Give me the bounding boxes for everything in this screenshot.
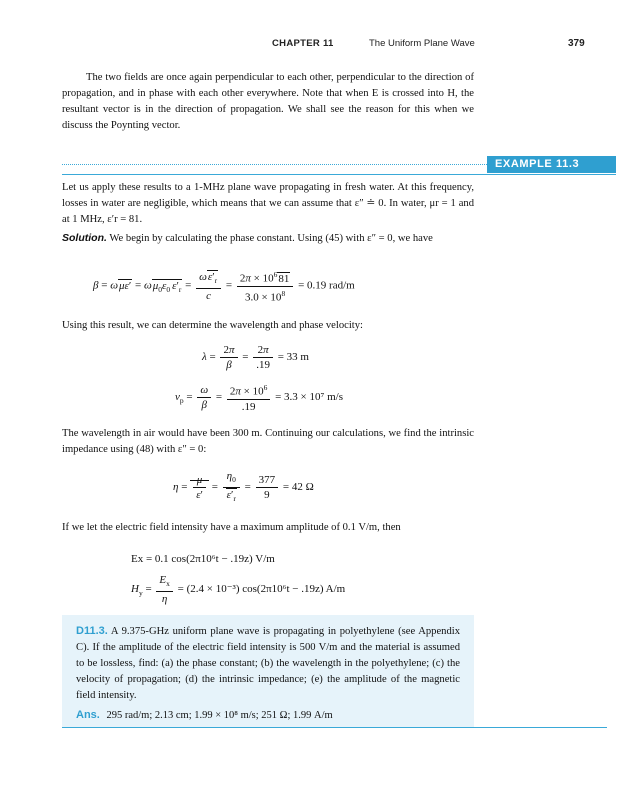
- answer-values: 295 rad/m; 2.13 cm; 1.99 × 10⁸ m/s; 251 Ω; 1.99 A/m: [106, 710, 333, 721]
- example-statement: Let us apply these results to a 1-MHz plane wave propagating in fresh water. At this frequency, losses in water are negligible, which means that we can assume that ε″ ≐ 0. In water, μr = 1 and at 1 MHz, ε′r = 81.: [62, 182, 474, 225]
- solution-paragraph: [62, 230, 474, 247]
- phase-velocity-equation: $v_p$ = $\frac{\omega}{\beta}$ = $\frac{2\pi \times 10^6}{.19}$ = 3.3 × 10⁷ m/s: [175, 383, 343, 413]
- solution-label: Solution.: [62, 232, 107, 244]
- air-wavelength-paragraph: The wavelength in air would have been 300 m. Continuing our calculations, we find the intrinsic impedance using (48) with ε″ = 0:: [62, 428, 474, 455]
- drill-text-paragraph: [76, 623, 460, 704]
- drill-bottom-rule: [62, 727, 607, 728]
- field-intro: If we let the electric field intensity have a maximum amplitude of 0.1 V/m, then: [62, 522, 401, 533]
- lambda-equation: λ = $\frac{2\pi}{\beta}$ = $\frac{2\pi}{.19}$ = 33 m: [202, 344, 309, 371]
- chapter-label: CHAPTER 11: [272, 38, 334, 49]
- answer-label: Ans.: [76, 709, 100, 721]
- chapter-title: The Uniform Plane Wave: [369, 38, 475, 49]
- hy-equation: $H_y$ = $\frac{E_x}{\eta}$ = (2.4 × 10⁻³) cos(2π10⁶t − .19z) A/m: [131, 574, 346, 606]
- drill-problem-box: [62, 615, 474, 727]
- hy-result: = (2.4 × 10⁻³) cos(2π10⁶t − .19z) A/m: [177, 583, 346, 596]
- ex-equation: Ex = 0.1 cos(2π10⁶t − .19z) V/m: [131, 553, 275, 565]
- wavelength-intro: Using this result, we can determine the wavelength and phase velocity:: [62, 320, 363, 331]
- beta-result: = 0.19 rad/m: [298, 279, 355, 292]
- page-number: 379: [568, 38, 585, 49]
- example-badge: EXAMPLE 11.3: [487, 156, 616, 173]
- drill-answer: [76, 709, 333, 721]
- example-top-rule: [62, 164, 487, 165]
- drill-label: D11.3.: [76, 625, 108, 637]
- impedance-equation: η = $\frac{\mu}{\varepsilon'}$ = $\frac{\eta_0}{\varepsilon'_r}$ = $\frac{377}{9}$ = 42 Ω: [173, 470, 314, 504]
- eta-result: = 42 Ω: [282, 481, 314, 494]
- vp-result: = 3.3 × 10⁷ m/s: [275, 390, 343, 403]
- drill-text: A 9.375-GHz uniform plane wave is propagating in polyethylene (see Appendix C). If the amplitude of the electric field intensity is 500 V/m and the material is assumed to be lossless, find: (a) the phase constant; (b) the wavelength in the polyethylene; (c) the velocity of propagation; (d) the intrinsic impedance; (e) the amplitude of the magnetic field intensity.: [76, 626, 460, 701]
- intro-paragraph: The two fields are once again perpendicular to each other, perpendicular to the direction of propagation, and in phase with each other everywhere. Note that when E is crossed into H, the resultant vector is in the direction of propagation. We shall see the reason for this when we discuss the Poynting vector.: [62, 72, 474, 131]
- solution-text: We begin by calculating the phase constant. Using (45) with ε″ = 0, we have: [109, 233, 433, 244]
- lambda-result: = 33 m: [277, 351, 309, 364]
- beta-equation: $\beta = \omega\mu\varepsilon' = \omega\mu_0\varepsilon_0$ $\varepsilon'_r$ = $\frac{\omega\varepsilon'_r}{c}$ = $\frac{2\pi \times 10^681}{3.0 \times 10^8}$ = 0.19 rad/m: [93, 270, 355, 304]
- example-underline: [62, 174, 616, 175]
